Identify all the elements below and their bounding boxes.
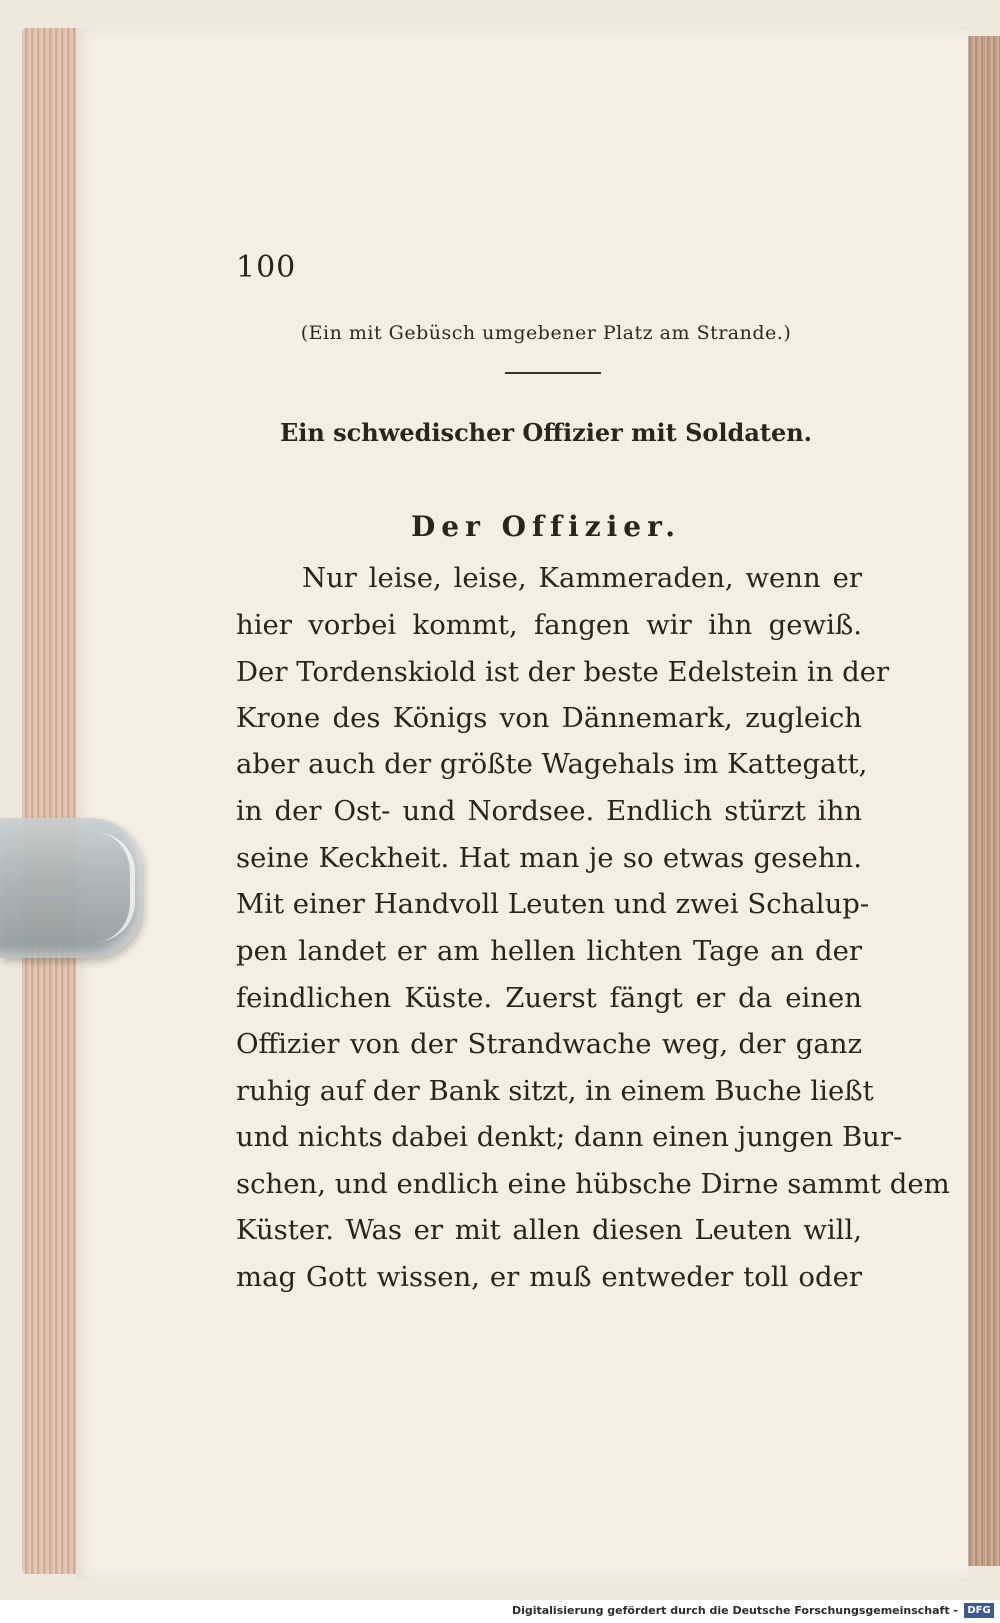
text-line: Offizier von der Strandwache weg, der ganz — [236, 1028, 862, 1060]
dfg-logo: DFG — [964, 1603, 994, 1618]
book-page-edges-right — [966, 36, 1000, 1566]
text-line: schen, und endlich eine hübsche Dirne sammt dem — [236, 1168, 950, 1200]
stage-direction: (Ein mit Gebüsch umgebener Platz am Strande.) — [300, 322, 792, 344]
text-line: Mit einer Handvoll Leuten und zwei Schalup- — [236, 888, 870, 920]
text-line: mag Gott wissen, er muß entweder toll oder — [236, 1261, 862, 1293]
text-line: feindlichen Küste. Zuerst fängt er da einen — [236, 982, 862, 1014]
text-line: pen landet er am hellen lichten Tage an der — [236, 935, 862, 967]
separator-rule — [505, 372, 601, 374]
text-line: Der Tordenskiold ist der beste Edelstein in der — [236, 656, 890, 688]
book-page-edges-left — [22, 28, 82, 1574]
text-line: Krone des Königs von Dännemark, zugleich — [236, 702, 862, 734]
page-clip-highlight — [60, 832, 135, 942]
text-line: hier vorbei kommt, fangen wir ihn gewiß. — [236, 609, 862, 641]
text-line: seine Keckheit. Hat man je so etwas gesehn. — [236, 842, 862, 874]
footer-credit: Digitalisierung gefördert durch die Deutsche Forschungsgemeinschaft - — [511, 1604, 958, 1617]
speaker-heading: Der Offizier. — [411, 510, 681, 543]
text-line: Küster. Was er mit allen diesen Leuten will, — [236, 1214, 862, 1246]
text-line: aber auch der größte Wagehals im Kattegatt, — [236, 748, 868, 780]
text-line: Nur leise, leise, Kammeraden, wenn er — [302, 562, 862, 594]
text-line: und nichts dabei denkt; dann einen jungen Bur- — [236, 1121, 903, 1153]
text-line: ruhig auf der Bank sitzt, in einem Buche ließt — [236, 1075, 874, 1107]
character-list: Ein schwedischer Offizier mit Soldaten. — [279, 418, 813, 447]
page-number: 100 — [236, 250, 297, 285]
text-line: in der Ost- und Nordsee. Endlich stürzt ihn — [236, 795, 862, 827]
